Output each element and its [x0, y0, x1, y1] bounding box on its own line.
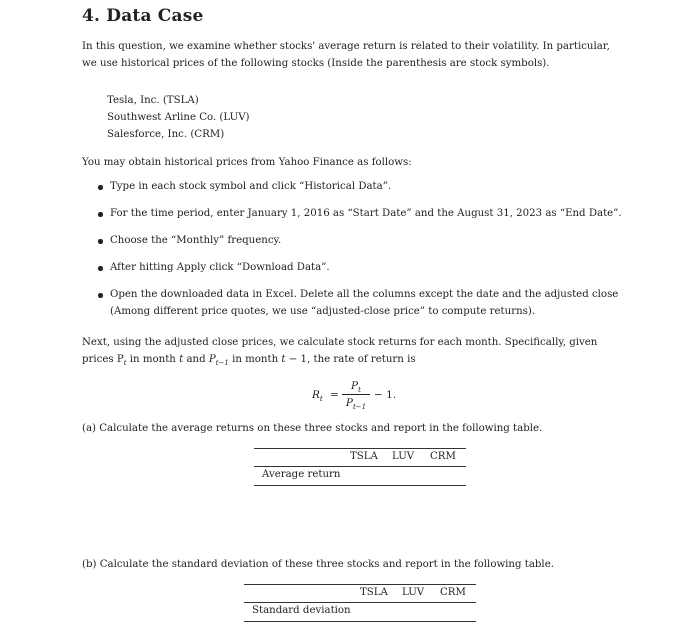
step-item [96, 232, 626, 249]
step-text: Open the downloaded data in Excel. Delete all the columns except the date and the adjusted close (Among different price quotes, we use “adjusted-close price” to compute returns). [110, 289, 619, 317]
stock-item: Southwest Arline Co. (LUV) [107, 112, 250, 123]
table-top-rule [244, 584, 476, 585]
bullet-icon [98, 239, 103, 244]
formula-numerator: $P_t$ [351, 380, 361, 395]
step-text: Choose the “Monthly” frequency. [110, 235, 282, 246]
bullet-icon [98, 212, 103, 217]
table-bottom-rule [244, 621, 476, 622]
step-text: For the time period, enter January 1, 2016 as “Start Date” and the August 31, 2023 as “End Date”. [110, 208, 622, 219]
stock-item: Tesla, Inc. (TSLA) [107, 95, 199, 106]
bullet-icon [98, 185, 103, 190]
step-text: After hitting Apply click “Download Data”. [110, 262, 330, 273]
formula-tail: − 1. [374, 389, 397, 401]
formula-lhs: $R_t$ [312, 389, 323, 404]
question-b: (b) Calculate the standard deviation of these three stocks and report in the following table. [82, 559, 554, 570]
returns-text: Next, using the adjusted close prices, we calculate stock returns for each month. Specifically, given prices P [82, 337, 598, 365]
table-row-label: Average return [262, 469, 341, 480]
table-header-luv: LUV [392, 451, 415, 462]
formula-fraction [342, 380, 370, 411]
table-top-rule [254, 448, 466, 449]
table-row-label: Standard deviation [252, 605, 351, 616]
standard-deviation-table [244, 584, 476, 624]
stock-item: Salesforce, Inc. (CRM) [107, 129, 225, 140]
table-header-crm: CRM [430, 451, 456, 462]
steps-list [96, 178, 626, 330]
step-item [96, 286, 626, 320]
bullet-icon [98, 293, 103, 298]
step-text: Type in each stock symbol and click “Historical Data”. [110, 181, 392, 192]
bullet-icon [98, 266, 103, 271]
stock-list [107, 92, 250, 143]
fraction-bar [342, 394, 370, 395]
step-item [96, 205, 626, 222]
step-item [96, 259, 626, 276]
table-header-rule [244, 602, 476, 603]
table-header-tsla: TSLA [360, 587, 388, 598]
question-a: (a) Calculate the average returns on these three stocks and report in the following table. [82, 423, 543, 434]
section-title: 4. Data Case [82, 6, 204, 26]
table-header-rule [254, 466, 466, 467]
yahoo-instructions-intro: You may obtain historical prices from Yahoo Finance as follows: [82, 157, 412, 168]
table-header-tsla: TSLA [350, 451, 378, 462]
table-header-crm: CRM [440, 587, 466, 598]
intro-paragraph: In this question, we examine whether stocks' average return is related to their volatility. In particular, we use historical prices of the following stocks (Inside the parenthesis are stock symbols). [82, 41, 610, 69]
returns-paragraph: Next, using the adjusted close prices, we calculate stock returns for each month. Specifically, given prices $P_t$ in month t and $P_{t-1}$ in month t − 1, the rate of return is [82, 337, 598, 368]
step-item [96, 178, 626, 195]
formula-equals: = [330, 389, 339, 401]
formula-denominator: $P_{t-1}$ [345, 397, 367, 412]
table-header-luv: LUV [402, 587, 425, 598]
table-bottom-rule [254, 485, 466, 486]
average-return-table [254, 448, 466, 488]
